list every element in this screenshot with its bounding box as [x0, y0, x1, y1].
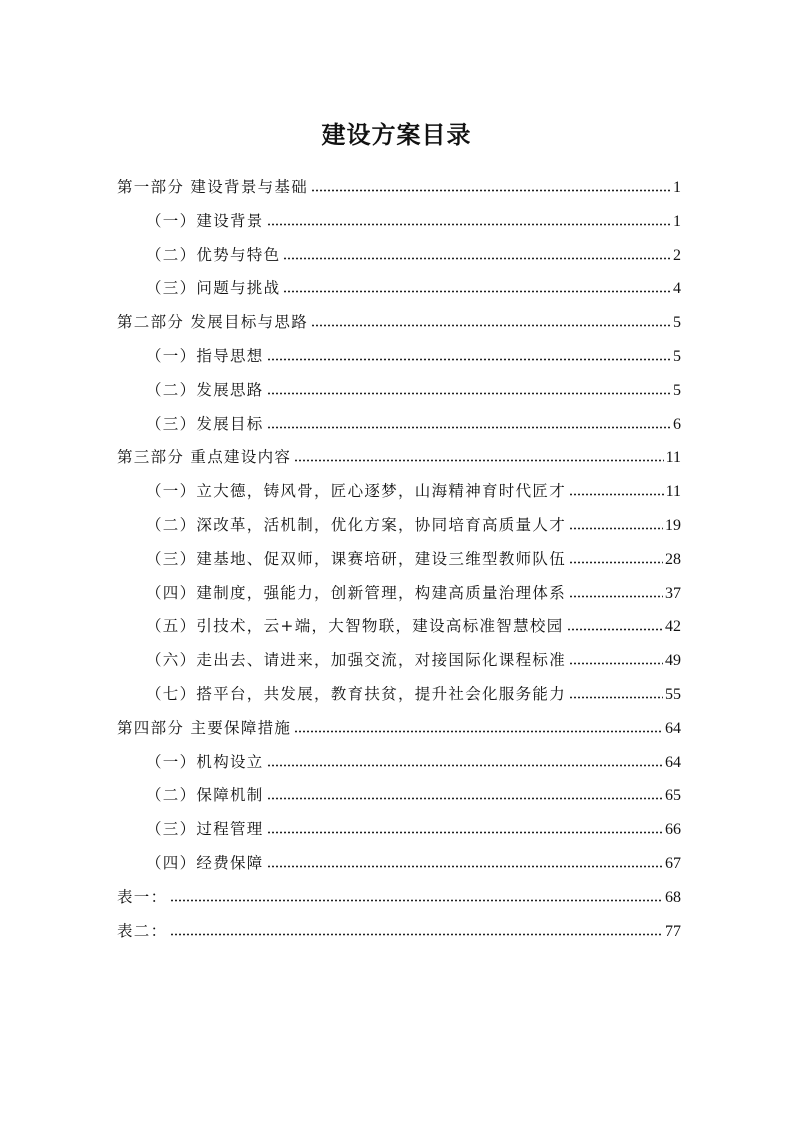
toc-section-entry[interactable]	[117, 882, 681, 916]
toc-page-number: 5	[673, 314, 681, 332]
toc-entry-label: （七）搭平台，共发展，教育扶贫，提升社会化服务能力	[146, 684, 567, 703]
dot-leader	[267, 389, 671, 395]
dot-leader	[267, 220, 671, 226]
dot-leader	[569, 558, 663, 564]
toc-page-number: 37	[665, 584, 681, 602]
toc-page-number: 2	[673, 246, 681, 264]
dot-leader	[569, 524, 663, 530]
toc-entry-label: （三）过程管理	[146, 820, 264, 839]
toc-entry-label: （六）走出去、请进来，加强交流，对接国际化课程标准	[146, 651, 567, 670]
dot-leader	[294, 456, 663, 462]
dot-leader	[311, 186, 671, 192]
toc-subsection-entry[interactable]	[117, 510, 681, 544]
toc-subsection-entry[interactable]	[117, 341, 681, 375]
toc-entry-label: （二）保障机制	[146, 786, 264, 805]
toc-subsection-entry[interactable]	[117, 273, 681, 307]
dot-leader	[569, 659, 663, 665]
toc-section-entry[interactable]	[117, 307, 681, 341]
dot-leader	[267, 862, 663, 868]
toc-subsection-entry[interactable]	[117, 780, 681, 814]
toc-subsection-entry[interactable]	[117, 240, 681, 274]
dot-leader	[267, 423, 671, 429]
dot-leader	[283, 287, 671, 293]
dot-leader	[283, 254, 671, 260]
toc-page-number: 19	[665, 516, 681, 534]
toc-subsection-entry[interactable]	[117, 645, 681, 679]
toc-page-number: 42	[665, 618, 681, 636]
toc-page-number: 65	[665, 787, 681, 805]
toc-entry-label: （一）立大德，铸风骨，匠心逐梦，山海精神育时代匠才	[146, 482, 567, 501]
toc-page-number: 64	[665, 719, 681, 737]
toc-entry-label: （二）发展思路	[146, 380, 264, 399]
toc-subsection-entry[interactable]	[117, 476, 681, 510]
toc-page-number: 68	[665, 888, 681, 906]
dot-leader	[294, 727, 663, 733]
toc-subsection-entry[interactable]	[117, 544, 681, 578]
toc-subsection-entry[interactable]	[117, 814, 681, 848]
dot-leader	[311, 321, 671, 327]
toc-entry-label: 第四部分 主要保障措施	[117, 718, 292, 737]
toc-subsection-entry[interactable]	[117, 747, 681, 781]
dot-leader	[567, 625, 664, 631]
toc-page-number: 5	[673, 347, 681, 365]
toc-entry-label: （三）问题与挑战	[146, 279, 281, 298]
toc-subsection-entry[interactable]	[117, 375, 681, 409]
toc-subsection-entry[interactable]	[117, 679, 681, 713]
toc-page-number: 55	[665, 685, 681, 703]
toc-page-number: 11	[665, 483, 681, 501]
toc-entry-label: 第一部分 建设背景与基础	[117, 178, 309, 196]
toc-entry-label: 表一：	[117, 887, 168, 906]
dot-leader	[170, 896, 663, 902]
toc-entry-label: （二）深改革，活机制，优化方案，协同培育高质量人才	[146, 515, 567, 534]
toc-page-number: 1	[673, 212, 681, 230]
toc-entry-label: （四）经费保障	[146, 853, 264, 872]
dot-leader	[569, 693, 663, 699]
toc-entry-label: （一）指导思想	[146, 346, 264, 365]
toc-page-number: 11	[665, 449, 681, 467]
toc-page-number: 77	[665, 922, 681, 940]
toc-entry-label: （三）发展目标	[146, 414, 264, 433]
toc-section-entry[interactable]	[117, 172, 681, 206]
toc-subsection-entry[interactable]	[117, 848, 681, 882]
toc-subsection-entry[interactable]	[117, 206, 681, 240]
toc-entry-label: （三）建基地、促双师，课赛培研，建设三维型教师队伍	[146, 549, 567, 568]
dot-leader	[569, 592, 663, 598]
dot-leader	[569, 490, 664, 496]
dot-leader	[267, 355, 671, 361]
toc-entry-label: 第三部分 重点建设内容	[117, 448, 292, 467]
toc-entry-label: 第二部分 发展目标与思路	[117, 313, 309, 332]
toc-page-number: 28	[665, 550, 681, 568]
toc-subsection-entry[interactable]	[117, 611, 681, 645]
toc-section-entry[interactable]	[117, 916, 681, 950]
toc-entry-label: （二）优势与特色	[146, 245, 281, 264]
page-title: 建设方案目录	[321, 121, 472, 150]
toc-page-number: 5	[673, 381, 681, 399]
toc-page-number: 1	[673, 179, 681, 196]
dot-leader	[267, 761, 663, 767]
toc-entry-label: （四）建制度，强能力，创新管理，构建高质量治理体系	[146, 583, 567, 602]
toc-entry-label: 表二：	[117, 921, 168, 940]
toc-entry-label: （五）引技术，云+端，大智物联，建设高标准智慧校园	[146, 617, 564, 636]
dot-leader	[267, 828, 663, 834]
dot-leader	[267, 794, 663, 800]
dot-leader	[170, 930, 663, 936]
toc-entry-label: （一）机构设立	[146, 752, 264, 771]
toc-page-number: 49	[665, 652, 681, 670]
toc-page-number: 67	[665, 854, 681, 872]
toc-section-entry[interactable]	[117, 713, 681, 747]
toc-entry-label: （一）建设背景	[146, 211, 264, 230]
toc-page-number: 66	[665, 821, 681, 839]
toc-page-number: 4	[673, 280, 681, 298]
toc-subsection-entry[interactable]	[117, 578, 681, 612]
table-of-contents	[117, 172, 681, 949]
toc-section-entry[interactable]	[117, 442, 681, 476]
toc-subsection-entry[interactable]	[117, 409, 681, 443]
toc-page-number: 64	[665, 753, 681, 771]
toc-page-number: 6	[673, 415, 681, 433]
